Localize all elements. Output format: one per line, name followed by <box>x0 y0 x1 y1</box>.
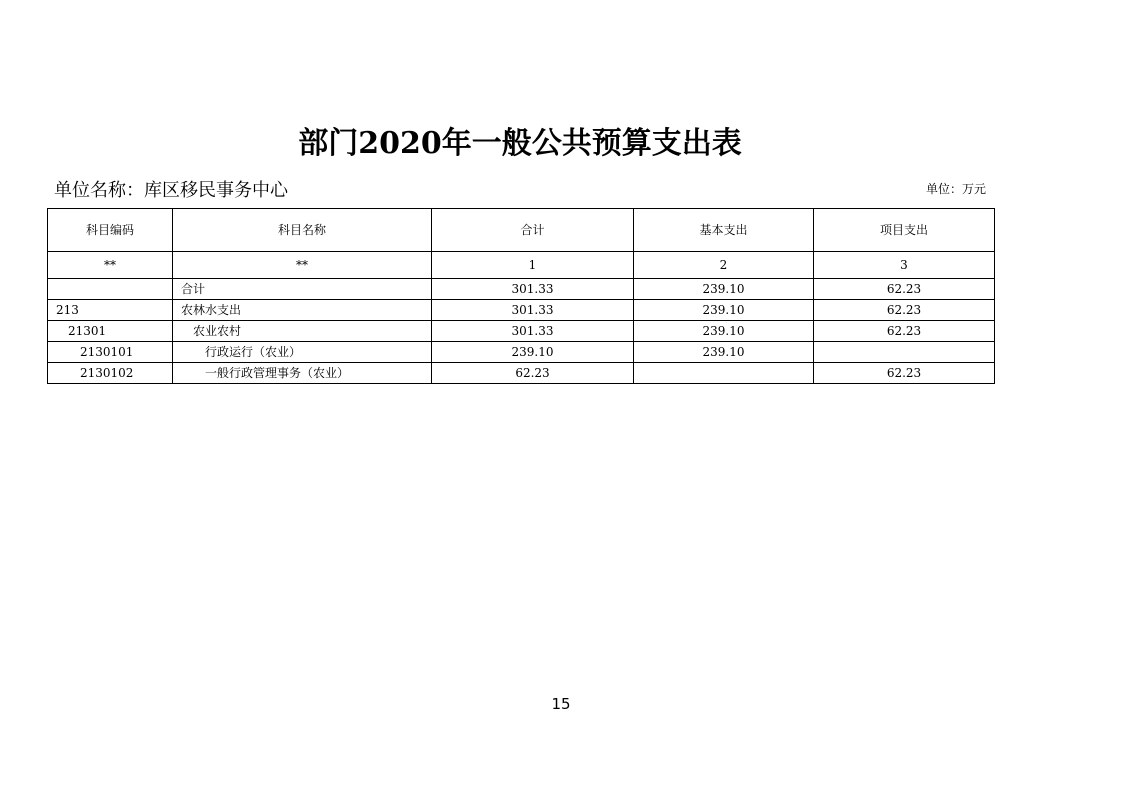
row-total: 301.33 <box>432 279 634 300</box>
row-project: 62.23 <box>814 300 995 321</box>
budget-table <box>47 208 995 384</box>
index-name: ** <box>173 252 432 279</box>
index-code: ** <box>48 252 173 279</box>
row-name: 农林水支出 <box>173 300 432 321</box>
row-basic: 239.10 <box>634 300 814 321</box>
index-basic: 2 <box>634 252 814 279</box>
index-project: 3 <box>814 252 995 279</box>
table-row <box>48 300 995 321</box>
header-code: 科目编码 <box>48 209 173 252</box>
row-name: 行政运行（农业） <box>173 342 432 363</box>
row-total: 239.10 <box>432 342 634 363</box>
row-project: 62.23 <box>814 363 995 384</box>
unit-label: 单位：万元 <box>925 182 986 196</box>
unit-name: 单位名称：库区移民事务中心 <box>54 180 288 201</box>
row-total: 62.23 <box>432 363 634 384</box>
row-code: 21301 <box>48 321 173 342</box>
row-project: 62.23 <box>814 279 995 300</box>
header-project: 项目支出 <box>814 209 995 252</box>
header-name: 科目名称 <box>173 209 432 252</box>
table-index-row <box>48 252 995 279</box>
table-header-row <box>48 209 995 252</box>
row-code <box>48 279 173 300</box>
table-row <box>48 342 995 363</box>
header-total: 合计 <box>432 209 634 252</box>
row-code: 2130102 <box>48 363 173 384</box>
table-row <box>48 363 995 384</box>
row-total: 301.33 <box>432 300 634 321</box>
row-name: 一般行政管理事务（农业） <box>173 363 432 384</box>
row-basic: 239.10 <box>634 342 814 363</box>
row-total: 301.33 <box>432 321 634 342</box>
row-project <box>814 342 995 363</box>
page-number: 15 <box>551 695 571 713</box>
row-name: 合计 <box>173 279 432 300</box>
row-code: 2130101 <box>48 342 173 363</box>
row-basic: 239.10 <box>634 321 814 342</box>
row-code: 213 <box>48 300 173 321</box>
page-title: 部门2020年一般公共预算支出表 <box>298 126 742 161</box>
table-row <box>48 279 995 300</box>
row-name: 农业农村 <box>173 321 432 342</box>
index-total: 1 <box>432 252 634 279</box>
row-project: 62.23 <box>814 321 995 342</box>
row-basic <box>634 363 814 384</box>
header-basic: 基本支出 <box>634 209 814 252</box>
row-basic: 239.10 <box>634 279 814 300</box>
table-row <box>48 321 995 342</box>
